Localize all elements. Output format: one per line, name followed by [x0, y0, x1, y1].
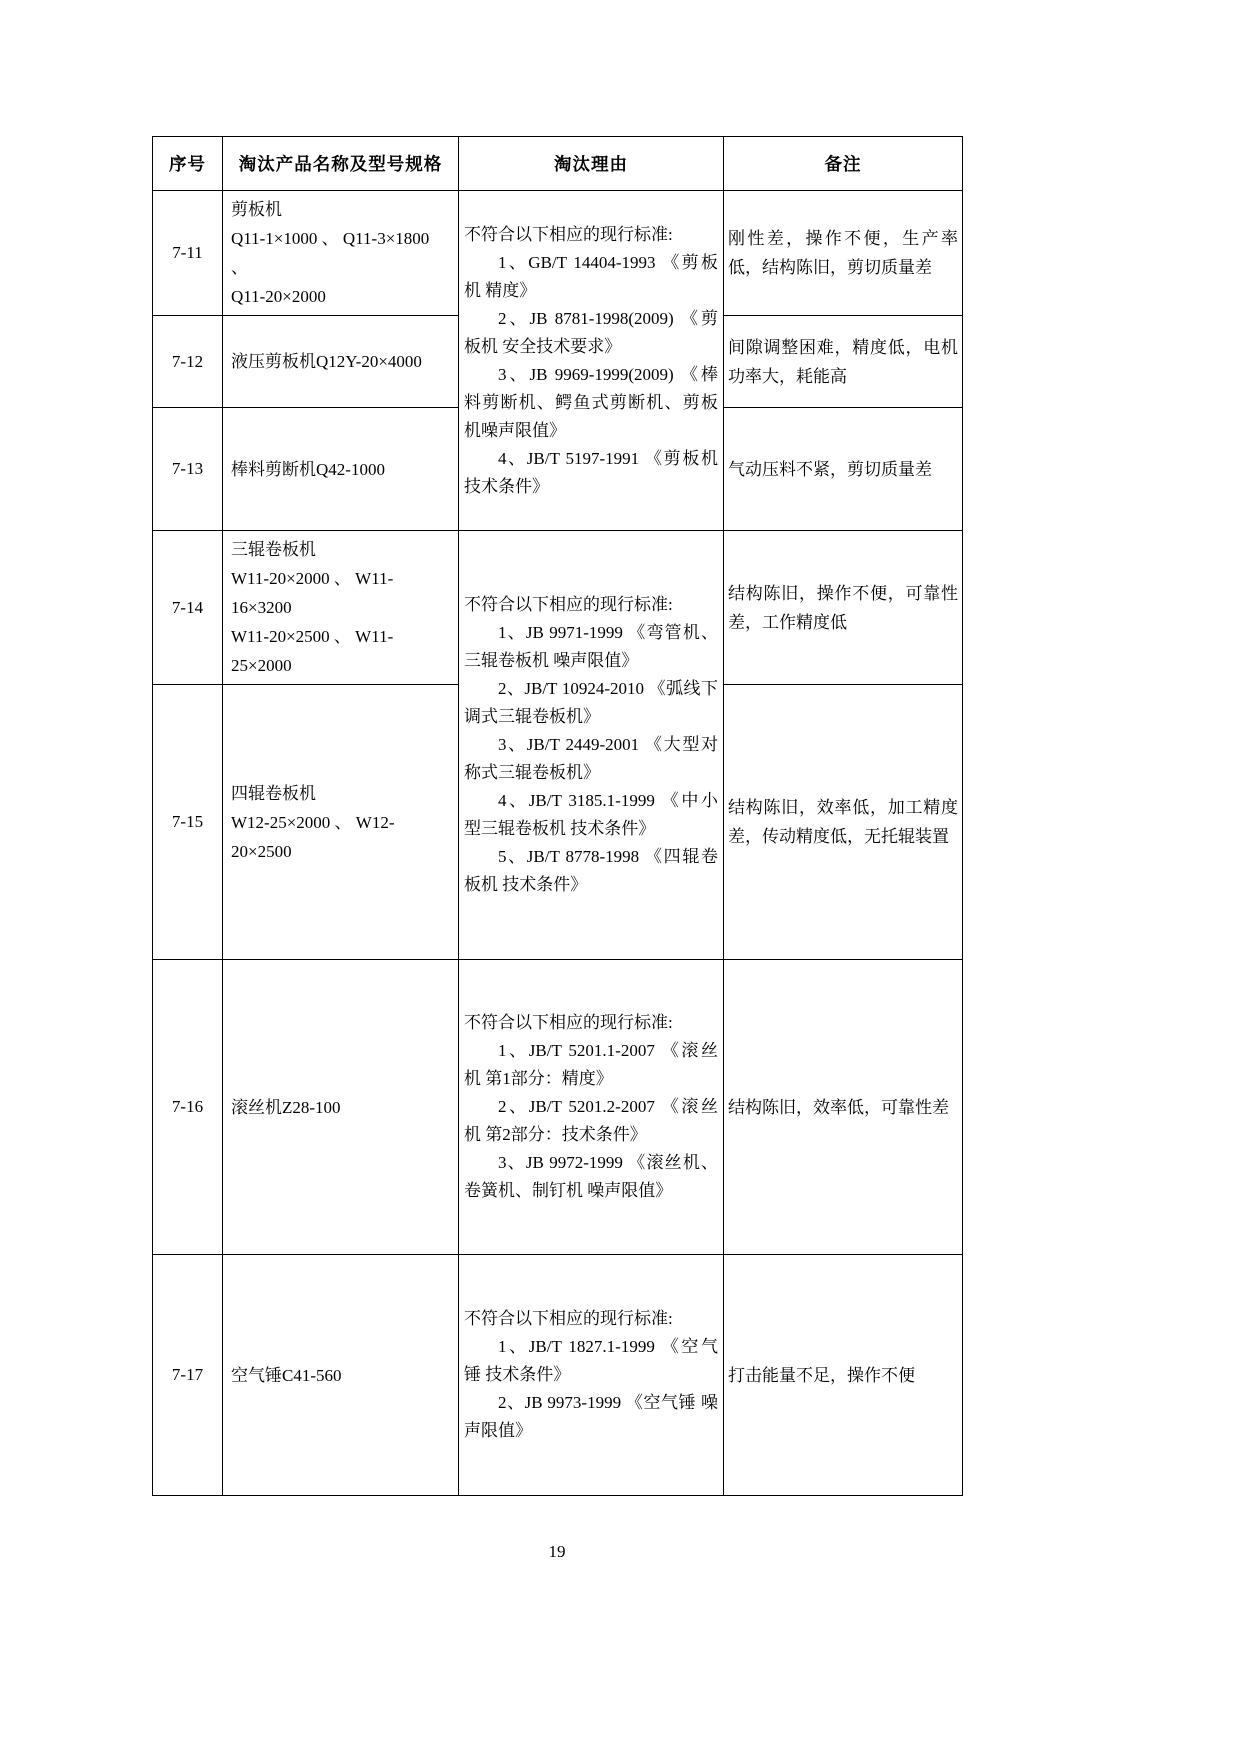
table-header-row	[153, 137, 963, 191]
serial-cell: 7-14	[153, 531, 223, 685]
product-line: W11-20×2500 、 W11-25×2000	[231, 627, 394, 675]
reason-paragraph: 2、JB 9973-1999 《空气锤 噪声限值》	[464, 1393, 718, 1440]
header-product-name: 淘汰产品名称及型号规格	[223, 137, 459, 191]
reason-cell	[459, 960, 724, 1255]
reason-cell	[459, 1255, 724, 1496]
remark-cell: 气动压料不紧，剪切质量差	[724, 408, 963, 531]
reason-paragraph: 3、JB 9972-1999 《滚丝机、卷簧机、制钉机 噪声限值》	[464, 1153, 718, 1200]
product-line: W11-20×2000 、 W11-16×3200	[231, 569, 394, 617]
serial-cell: 7-16	[153, 960, 223, 1255]
page-number: 19	[548, 1542, 566, 1561]
product-line: 空气锤C41-560	[231, 1365, 342, 1385]
table-row	[153, 531, 963, 685]
serial-cell: 7-11	[153, 191, 223, 316]
product-cell	[223, 960, 459, 1255]
reason-paragraph: 5、JB/T 8778-1998 《四辊卷板机 技术条件》	[464, 847, 718, 894]
header-remark: 备注	[724, 137, 963, 191]
reason-paragraph: 1、GB/T 14404-1993 《剪板机 精度》	[464, 252, 718, 300]
serial-cell: 7-17	[153, 1255, 223, 1496]
serial-cell: 7-12	[153, 316, 223, 408]
reason-paragraph: 不符合以下相应的现行标准:	[464, 595, 673, 614]
reason-paragraph: 2、JB/T 10924-2010 《弧线下调式三辊卷板机》	[464, 679, 718, 726]
remark-cell: 结构陈旧，效率低，加工精度差，传动精度低，无托辊装置	[724, 685, 963, 960]
product-line: 棒料剪断机Q42-1000	[231, 459, 385, 479]
obsolete-products-table	[152, 136, 963, 1496]
product-cell	[223, 408, 459, 531]
product-line: W12-25×2000 、 W12-20×2500	[231, 812, 395, 861]
product-cell	[223, 1255, 459, 1496]
reason-paragraph: 不符合以下相应的现行标准:	[464, 1309, 673, 1328]
reason-paragraph: 不符合以下相应的现行标准:	[464, 1013, 673, 1032]
remark-cell: 刚性差，操作不便，生产率低，结构陈旧，剪切质量差	[724, 191, 963, 316]
table-row	[153, 1255, 963, 1496]
product-cell	[223, 685, 459, 960]
product-line: 剪板机	[231, 200, 282, 219]
product-line: 四辊卷板机	[231, 783, 316, 803]
reason-paragraph: 1、JB 9971-1999 《弯管机、三辊卷板机 噪声限值》	[464, 623, 718, 670]
reason-paragraph: 2、JB/T 5201.2-2007 《滚丝机 第2部分：技术条件》	[464, 1097, 718, 1144]
product-line: 三辊卷板机	[231, 540, 316, 559]
product-cell	[223, 191, 459, 316]
header-serial: 序号	[153, 137, 223, 191]
reason-paragraph: 3、JB 9969-1999(2009) 《棒料剪断机、鳄鱼式剪断机、剪板机噪声限值》	[464, 364, 718, 440]
table-row	[153, 960, 963, 1255]
serial-cell: 7-13	[153, 408, 223, 531]
header-reason: 淘汰理由	[459, 137, 724, 191]
product-cell	[223, 531, 459, 685]
product-line: Q11-20×2000	[231, 287, 326, 306]
serial-cell: 7-15	[153, 685, 223, 960]
product-line: Q11-1×1000 、 Q11-3×1800 、	[231, 229, 430, 277]
reason-paragraph: 1、JB/T 5201.1-2007 《滚丝机 第1部分：精度》	[464, 1041, 718, 1088]
reason-paragraph: 2、JB 8781-1998(2009) 《剪板机 安全技术要求》	[464, 308, 718, 356]
reason-paragraph: 4、JB/T 5197-1991 《剪板机 技术条件》	[464, 448, 718, 496]
remark-cell: 结构陈旧，操作不便，可靠性差，工作精度低	[724, 531, 963, 685]
reason-cell	[459, 191, 724, 531]
product-line: 液压剪板机Q12Y-20×4000	[231, 352, 422, 371]
reason-paragraph: 4、JB/T 3185.1-1999 《中小型三辊卷板机 技术条件》	[464, 791, 718, 838]
product-cell	[223, 316, 459, 408]
remark-cell: 间隙调整困难，精度低，电机功率大，耗能高	[724, 316, 963, 408]
remark-cell: 结构陈旧，效率低，可靠性差	[724, 960, 963, 1255]
remark-cell: 打击能量不足，操作不便	[724, 1255, 963, 1496]
reason-cell	[459, 531, 724, 960]
reason-paragraph: 1、JB/T 1827.1-1999 《空气锤 技术条件》	[464, 1337, 718, 1384]
reason-paragraph: 不符合以下相应的现行标准:	[464, 224, 673, 244]
reason-paragraph: 3、JB/T 2449-2001 《大型对称式三辊卷板机》	[464, 735, 718, 782]
product-line: 滚丝机Z28-100	[231, 1097, 341, 1117]
table-row	[153, 191, 963, 316]
document-page	[152, 136, 962, 1562]
